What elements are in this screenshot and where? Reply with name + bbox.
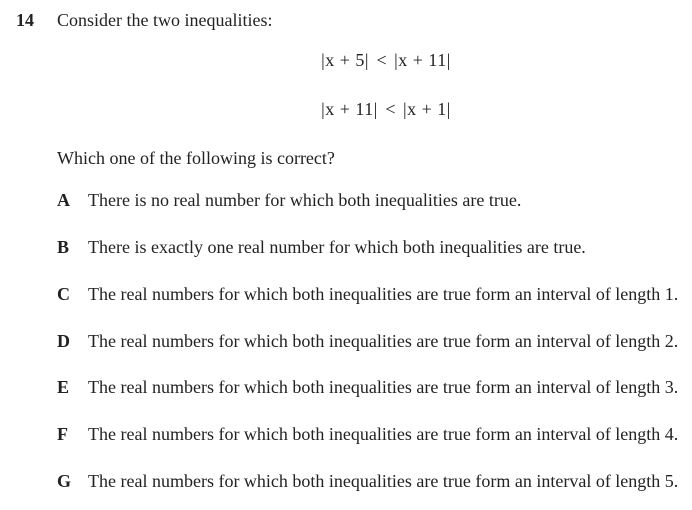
option-letter: A — [57, 190, 70, 210]
option-a[interactable] — [57, 190, 521, 211]
option-letter: G — [57, 471, 72, 491]
option-text: The real numbers for which both inequalities are true form an interval of length 2. — [88, 331, 679, 351]
question-number: 14 — [16, 10, 34, 30]
inequality-1-operator: < — [376, 50, 387, 70]
option-c[interactable] — [57, 284, 678, 305]
option-text: The real numbers for which both inequalities are true form an interval of length 4. — [88, 424, 679, 444]
option-text: There is no real number for which both inequalities are true. — [88, 190, 522, 210]
question-prompt: Which one of the following is correct? — [57, 148, 335, 168]
inequality-1-lhs: |x + 5| — [321, 50, 369, 70]
option-letter: B — [57, 237, 70, 257]
option-letter: F — [57, 424, 68, 444]
inequality-2-operator: < — [385, 99, 396, 119]
inequality-1 — [40, 50, 692, 71]
option-b[interactable] — [57, 237, 586, 258]
inequality-1-rhs: |x + 11| — [394, 50, 451, 70]
inequality-2-lhs: |x + 11| — [321, 99, 378, 119]
option-letter: E — [57, 377, 70, 397]
option-e[interactable] — [57, 377, 678, 398]
question-stem: Consider the two inequalities: — [57, 10, 273, 30]
inequality-2-rhs: |x + 1| — [403, 99, 451, 119]
option-f[interactable] — [57, 424, 678, 445]
option-text: The real numbers for which both inequalities are true form an interval of length 5. — [88, 471, 679, 491]
option-text: The real numbers for which both inequalities are true form an interval of length 3. — [88, 377, 679, 397]
option-text: There is exactly one real number for which both inequalities are true. — [88, 237, 586, 257]
option-d[interactable] — [57, 331, 678, 352]
inequality-2 — [40, 99, 692, 120]
option-letter: C — [57, 284, 70, 304]
option-letter: D — [57, 331, 70, 351]
option-text: The real numbers for which both inequalities are true form an interval of length 1. — [88, 284, 679, 304]
option-g[interactable] — [57, 471, 678, 492]
